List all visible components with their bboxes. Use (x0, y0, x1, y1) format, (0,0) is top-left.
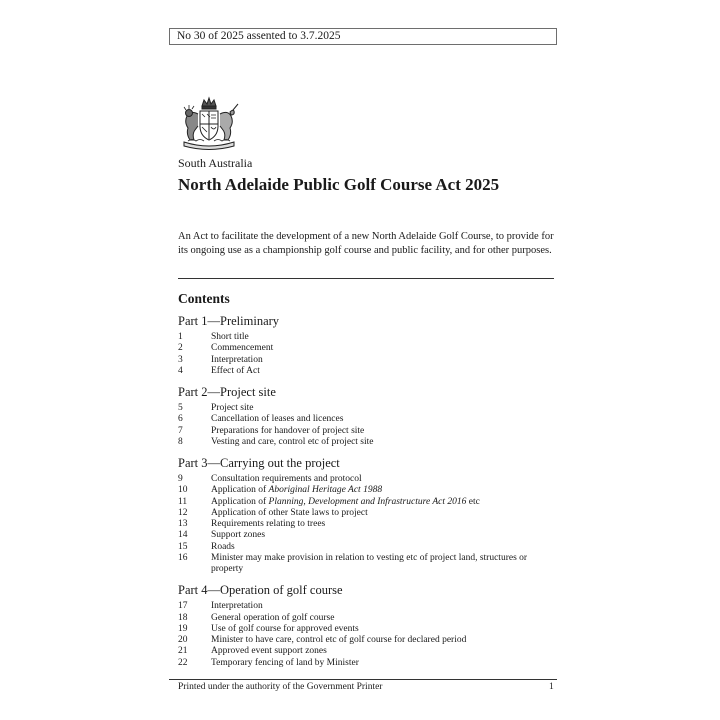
toc-entry[interactable] (178, 624, 558, 635)
part-heading[interactable]: Part 4—Operation of golf course (178, 583, 343, 598)
section-title: Application of other State laws to project (211, 507, 368, 518)
act-citation: Planning, Development and Infrastructure Act 2016 (268, 496, 467, 507)
section-number: 6 (178, 414, 183, 425)
section-number: 7 (178, 425, 183, 436)
toc-entry[interactable] (178, 658, 558, 669)
section-title: Support zones (211, 530, 266, 541)
section-number: 17 (178, 601, 188, 612)
toc-entry[interactable] (178, 601, 558, 612)
section-title: Use of golf course for approved events (211, 623, 359, 634)
section-title: Minister to have care, control etc of golf course for declared period (211, 635, 467, 645)
section-number: 10 (178, 485, 188, 496)
toc-entry[interactable] (178, 414, 558, 425)
toc-entry[interactable] (178, 519, 558, 530)
section-number: 12 (178, 507, 188, 518)
citation-header (169, 28, 557, 45)
section-title: Minister may make provision in relation to vesting etc of project land, structures or property (211, 552, 528, 574)
page-number: 1 (549, 682, 554, 692)
act-citation: Aboriginal Heritage Act 1988 (268, 485, 383, 496)
toc-entry[interactable] (178, 366, 558, 377)
section-title-suffix: etc (466, 496, 480, 507)
section-number: 14 (178, 530, 188, 541)
section-number: 18 (178, 612, 188, 623)
table-of-contents (178, 311, 558, 674)
section-list (178, 601, 558, 669)
section-number: 2 (178, 343, 183, 354)
section-title: General operation of golf course (211, 612, 335, 623)
section-title: Cancellation of leases and licences (211, 414, 344, 425)
toc-entry[interactable] (178, 426, 558, 437)
section-title: Vesting and care, control etc of project site (211, 436, 374, 447)
printer-notice: Printed under the authority of the Government Printer (178, 682, 383, 692)
section-number: 20 (178, 635, 188, 645)
section-number: 16 (178, 552, 188, 563)
section-title: Temporary fencing of land by Minister (211, 657, 359, 668)
toc-entry[interactable] (178, 485, 558, 496)
section-list (178, 332, 558, 377)
toc-entry[interactable] (178, 437, 558, 448)
contents-heading: Contents (178, 291, 230, 306)
toc-entry[interactable] (178, 355, 558, 366)
contents-divider (178, 278, 554, 279)
toc-entry[interactable] (178, 542, 558, 553)
section-number: 15 (178, 541, 188, 552)
section-title: Project site (211, 403, 254, 413)
footer-divider (169, 679, 557, 680)
section-number: 4 (178, 365, 183, 376)
toc-entry[interactable] (178, 474, 558, 485)
section-title: Approved event support zones (211, 646, 327, 657)
part-heading[interactable]: Part 3—Carrying out the project (178, 456, 340, 470)
section-number: 8 (178, 436, 183, 447)
section-title-prefix: Application of (211, 485, 269, 496)
toc-entry[interactable] (178, 635, 558, 646)
toc-entry[interactable] (178, 530, 558, 541)
section-title: Short title (211, 332, 249, 342)
long-title: An Act to facilitate the development of a new North Adelaide Golf Course, to provide for its ongoing use as a championship golf course and public facility, and for other purposes. (178, 231, 554, 256)
toc-entry[interactable] (178, 343, 558, 354)
section-title: Requirements relating to trees (211, 519, 326, 529)
section-list (178, 474, 558, 575)
section-title: Preparations for handover of project site (211, 425, 365, 436)
part-heading[interactable]: Part 1—Preliminary (178, 314, 280, 328)
toc-entry[interactable] (178, 646, 558, 657)
section-number: 5 (178, 403, 183, 413)
part-heading[interactable]: Part 2—Project site (178, 385, 276, 399)
assent-citation: No 30 of 2025 assented to 3.7.2025 (177, 30, 341, 42)
section-number: 22 (178, 657, 188, 668)
toc-entry[interactable] (178, 497, 558, 508)
section-title: Interpretation (211, 601, 263, 612)
section-title: Effect of Act (211, 365, 260, 376)
section-list (178, 403, 558, 448)
act-title: North Adelaide Public Golf Course Act 2025 (178, 175, 500, 194)
toc-entry[interactable] (178, 403, 558, 414)
section-number: 21 (178, 646, 188, 657)
section-number: 13 (178, 519, 188, 529)
toc-entry[interactable] (178, 613, 558, 624)
section-title: Consultation requirements and protocol (211, 474, 362, 484)
section-number: 9 (178, 474, 183, 484)
section-title: Roads (211, 541, 235, 552)
section-title: Commencement (211, 343, 274, 354)
section-title (211, 485, 558, 496)
section-number: 11 (178, 496, 188, 507)
section-number: 19 (178, 623, 188, 634)
coat-of-arms-icon (178, 96, 240, 150)
section-title-prefix: Application of (211, 496, 269, 507)
section-title: Interpretation (211, 354, 263, 365)
toc-entry[interactable] (178, 332, 558, 343)
section-number: 3 (178, 354, 183, 365)
jurisdiction-label: South Australia (178, 156, 253, 170)
section-title (211, 497, 558, 508)
section-number: 1 (178, 332, 183, 342)
toc-entry[interactable] (178, 553, 558, 576)
toc-entry[interactable] (178, 508, 558, 519)
